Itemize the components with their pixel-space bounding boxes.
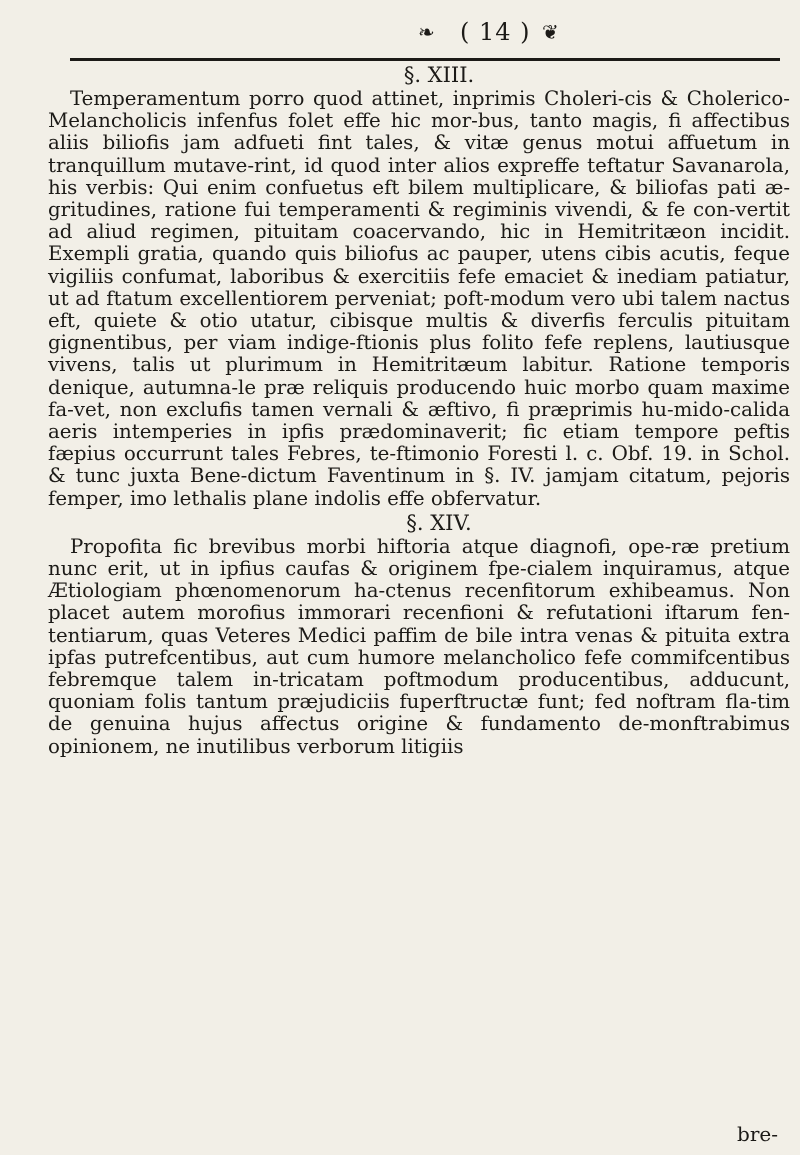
page-header — [70, 8, 780, 58]
fleuron-ornament-left: ❧ — [418, 20, 435, 44]
page-number: ( 14 ) — [460, 18, 531, 46]
section-heading-14: §. XIV. — [406, 510, 472, 535]
paragraph-section-14: Propofita fic brevibus morbi hiftoria atque diagnofi, ope-ræ pretium nunc erit, ut in ipfius caufas & originem fpe-cialem inquiramus, atque Ætiologiam phœnomenorum ha-ctenus recenfitorum exhibeamus. Non placet autem morofius immorari recenfioni & refutationi iftarum fen-tentiarum, quas Veteres Medici paffim de bile intra venas & pituita extra ipfas putrefcentibus, aut cum humore melancholico fefe commifcentibus febremque talem in-tricatam poftmodum producentibus, adducunt, quoniam folis tantum præjudiciis fuperftructæ funt; fed noftram fla-tim de genuina hujus affectus origine & fundamento de-monftrabimus opinionem, ne inutilibus verborum litigiis — [48, 534, 790, 758]
catchword: bre- — [737, 1122, 778, 1146]
paragraph-section-13: Temperamentum porro quod attinet, inprimis Choleri-cis & Cholerico-Melancholicis infenfus folet effe hic mor-bus, tanto magis, fi affectibus aliis biliofis jam adfueti fint tales, & vitæ genus motui affuetum in tranquillum mutave-rint, id quod inter alios expreffe teftatur Savanarola, his verbis: Qui enim confuetus eft bilem multiplicare, & biliofas pati æ-gritudines, ratione fui temperamenti & regiminis vivendi, & fe con-vertit ad aliud regimen, pituitam coacervando, hic in Hemitritæon incidit. Exempli gratia, quando quis biliofus ac pauper, utens cibis acutis, feque vigiliis confumat, laboribus & exercitiis fefe emaciet & inediam patiatur, ut ad ftatum excellentiorem perveniat; poft-modum vero ubi talem nactus eft, quiete & otio utatur, cibisque multis & diverfis ferculis pituitam gignentibus, per viam indige-ftionis plus folito fefe replens, lautiusque vivens, talis ut plurimum in Hemitritæum labitur. Ratione temporis denique, autumna-le præ reliquis producendo huic morbo quam maxime fa-vet, non exclufis tamen vernali & æftivo, fi præprimis hu-mido-calida aeris intemperies in ipfis prædominaverit; fic etiam tempore peftis fæpius occurrunt tales Febres, te-ftimonio Foresti l. c. Obf. 19. in Schol. & tunc juxta Bene-dictum Faventinum in §. IV. jamjam citatum, pejoris femper, imo lethalis plane indolis effe obfervatur. — [48, 87, 790, 510]
section-heading-13: §. XIII. — [403, 63, 475, 87]
header-rule — [70, 58, 780, 61]
body-text — [48, 62, 790, 758]
fleuron-ornament-right: ❦ — [542, 20, 559, 44]
